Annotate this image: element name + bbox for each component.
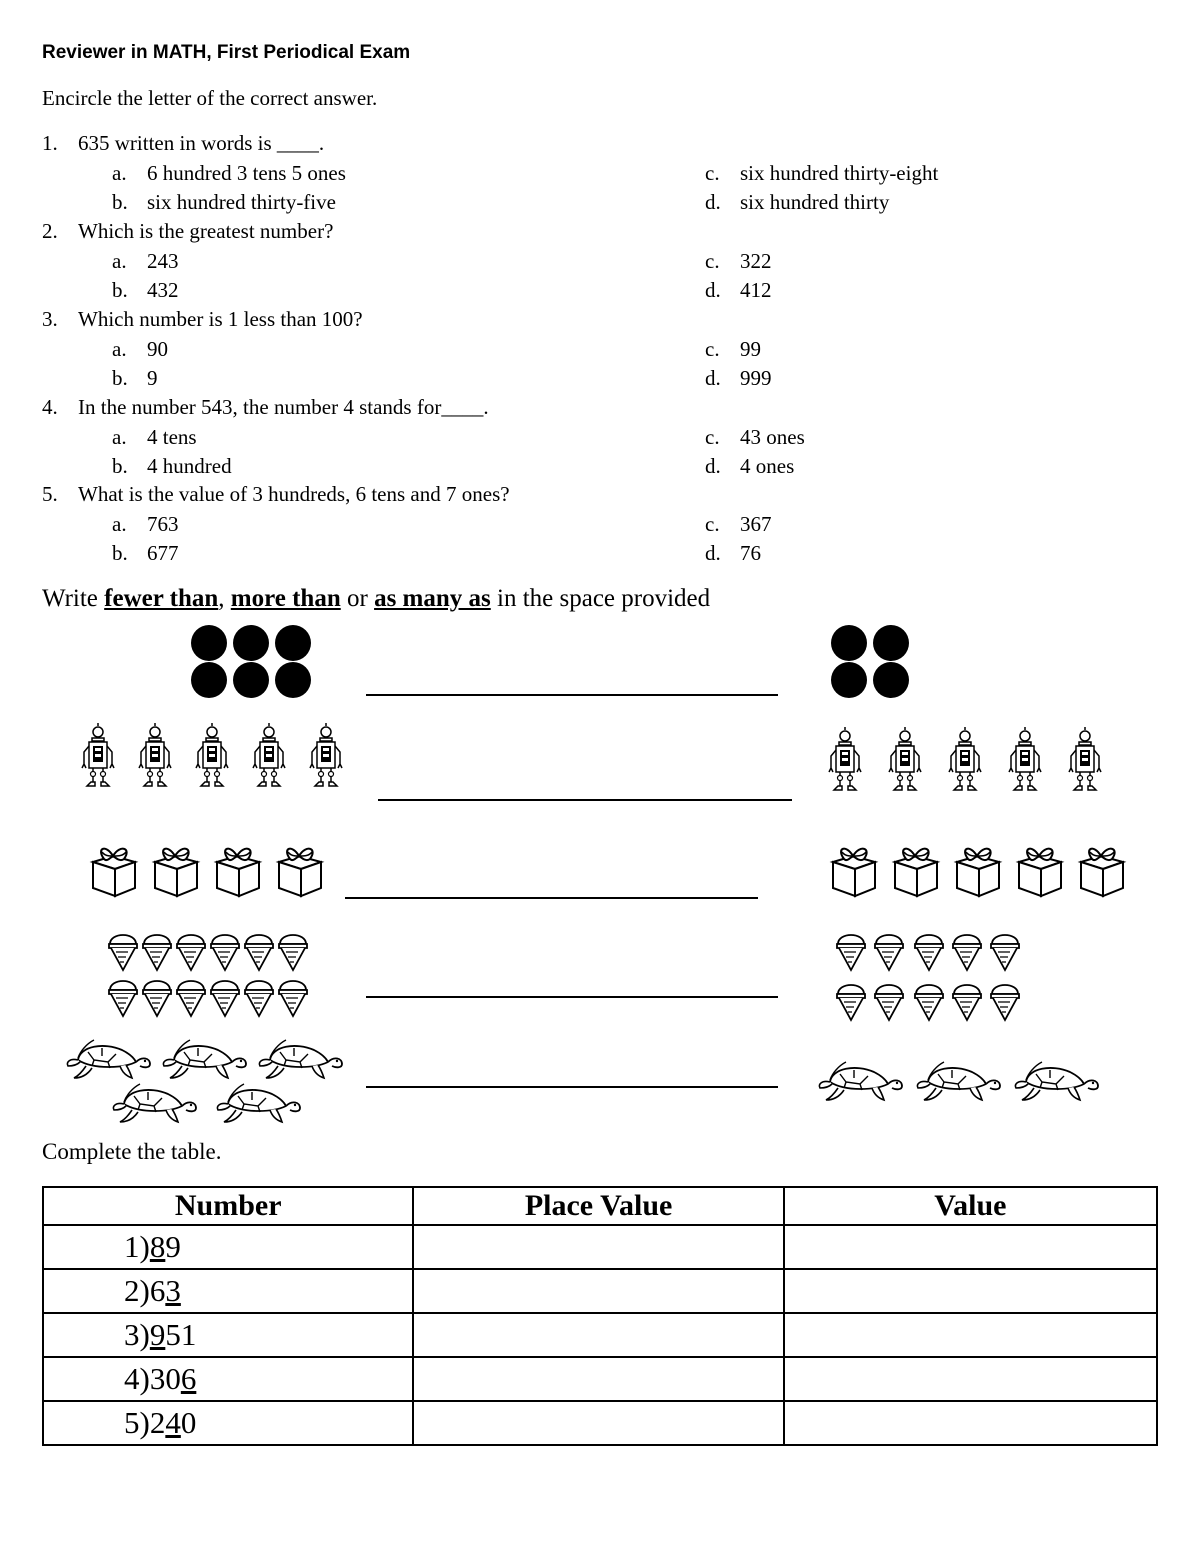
number-cell: [43, 1313, 413, 1357]
ice-cream-icon: [143, 981, 171, 1016]
option-letter: b.: [112, 190, 128, 214]
turtle-icon: [217, 1084, 300, 1122]
compare-lead: Write: [42, 585, 98, 612]
table-row: [43, 1313, 1157, 1357]
place-value-cell[interactable]: [413, 1225, 783, 1269]
ice-cream-icon: [837, 935, 865, 970]
option-letter: c.: [705, 249, 720, 273]
turtle-icon: [113, 1084, 196, 1122]
option-d[interactable]: [705, 190, 889, 215]
answer-line-2[interactable]: [378, 799, 792, 801]
number-cell: [43, 1357, 413, 1401]
ice-cream-group-left: [106, 928, 316, 1020]
gift-icon: [217, 849, 259, 896]
option-d[interactable]: [705, 454, 794, 479]
ice-cream-icon: [915, 985, 943, 1020]
underlined-digit: 6: [180, 1361, 197, 1396]
option-letter: d.: [705, 366, 721, 390]
question-text: Which number is 1 less than 100?: [78, 307, 363, 331]
robot-group-right: [826, 722, 1116, 806]
ice-cream-icon: [875, 935, 903, 970]
robot-icon: [1009, 727, 1041, 790]
number-cell: [43, 1269, 413, 1313]
option-b[interactable]: [112, 190, 336, 215]
option-b[interactable]: [112, 454, 232, 479]
underlined-digit: 4: [165, 1405, 181, 1440]
option-text: 412: [740, 278, 772, 302]
term-more-than: more than: [230, 585, 341, 612]
ice-cream-icon: [915, 935, 943, 970]
ice-cream-icon: [279, 935, 307, 970]
number-cell: [43, 1225, 413, 1269]
option-letter: a.: [112, 425, 127, 449]
option-letter: d.: [705, 454, 721, 478]
dot-group-right: [828, 624, 914, 700]
underlined-digit: 3: [165, 1273, 181, 1308]
value-cell[interactable]: [784, 1269, 1157, 1313]
digit-text: 30: [149, 1361, 181, 1396]
header-number: Number: [43, 1187, 413, 1225]
question-number: 3.: [42, 307, 58, 331]
gift-group-right: [828, 842, 1128, 900]
option-b[interactable]: [112, 278, 179, 303]
digit-text: 51: [165, 1317, 197, 1352]
option-d[interactable]: [705, 366, 772, 391]
ice-cream-icon: [875, 985, 903, 1020]
table-row: [43, 1269, 1157, 1313]
option-letter: d.: [705, 190, 721, 214]
table-instruction: Complete the table.: [42, 1139, 222, 1164]
question-text: In the number 543, the number 4 stands for____.: [78, 395, 489, 419]
digit-text: 6: [149, 1273, 166, 1308]
row-label: 3): [124, 1317, 150, 1352]
underlined-digit: 9: [149, 1317, 166, 1352]
underlined-digit: 8: [149, 1229, 166, 1264]
table-header-row: [43, 1187, 1157, 1225]
option-text: six hundred thirty-five: [147, 190, 336, 214]
robot-icon: [889, 727, 921, 790]
option-a[interactable]: [112, 337, 168, 362]
table-row: [43, 1401, 1157, 1445]
gift-icon: [833, 849, 875, 896]
option-text: 6 hundred 3 tens 5 ones: [147, 161, 346, 185]
ice-cream-icon: [837, 985, 865, 1020]
turtle-icon: [67, 1040, 150, 1078]
turtle-icon: [819, 1062, 902, 1100]
robot-group-left: [80, 720, 350, 804]
turtle-group-right: [816, 1058, 1106, 1110]
option-c[interactable]: [705, 249, 772, 274]
digit-text: 2: [149, 1405, 166, 1440]
header-place-value: Place Value: [413, 1187, 783, 1225]
question-text: Which is the greatest number?: [78, 219, 334, 243]
option-text: 4 tens: [147, 425, 197, 449]
option-c[interactable]: [705, 337, 761, 362]
option-b[interactable]: [112, 366, 158, 391]
option-d[interactable]: [705, 278, 772, 303]
table-row: [43, 1225, 1157, 1269]
ice-cream-icon: [245, 981, 273, 1016]
value-cell[interactable]: [784, 1357, 1157, 1401]
option-text: 4 ones: [740, 454, 795, 478]
robot-icon: [82, 723, 114, 786]
option-letter: a.: [112, 337, 127, 361]
value-cell[interactable]: [784, 1225, 1157, 1269]
gift-icon: [895, 849, 937, 896]
row-label: 4): [124, 1361, 150, 1396]
place-value-cell[interactable]: [413, 1313, 783, 1357]
option-b[interactable]: [112, 541, 179, 566]
gift-icon: [93, 849, 135, 896]
option-letter: b.: [112, 454, 128, 478]
question-2: [42, 219, 333, 244]
question-3: [42, 307, 363, 332]
option-letter: c.: [705, 425, 720, 449]
gift-icon: [279, 849, 321, 896]
option-text: 367: [740, 512, 772, 536]
option-letter: c.: [705, 161, 720, 185]
compare-instruction: [42, 585, 710, 613]
value-cell[interactable]: [784, 1313, 1157, 1357]
question-1: [42, 131, 324, 156]
robot-icon: [196, 723, 228, 786]
option-c[interactable]: [705, 161, 938, 186]
gift-icon: [957, 849, 999, 896]
ice-cream-icon: [279, 981, 307, 1016]
place-value-cell[interactable]: [413, 1401, 783, 1445]
table-row: [43, 1357, 1157, 1401]
row-label: 5): [124, 1405, 150, 1440]
ice-cream-icon: [109, 981, 137, 1016]
row-label: 2): [124, 1273, 150, 1308]
robot-icon: [949, 727, 981, 790]
option-text: 90: [147, 337, 168, 361]
option-text: 432: [147, 278, 179, 302]
ice-cream-icon: [953, 935, 981, 970]
option-a[interactable]: [112, 512, 179, 537]
compare-sep: ,: [218, 585, 225, 612]
row-label: 1): [124, 1229, 150, 1264]
robot-icon: [829, 727, 861, 790]
option-text: 763: [147, 512, 179, 536]
number-cell: [43, 1401, 413, 1445]
ice-cream-icon: [211, 935, 239, 970]
turtle-icon: [1015, 1062, 1098, 1100]
option-text: 43 ones: [740, 425, 805, 449]
option-letter: b.: [112, 541, 128, 565]
option-d[interactable]: [705, 541, 761, 566]
option-text: 4 hundred: [147, 454, 232, 478]
question-text: 635 written in words is ____.: [78, 131, 325, 155]
question-number: 2.: [42, 219, 58, 243]
place-value-cell[interactable]: [413, 1357, 783, 1401]
gift-icon: [1019, 849, 1061, 896]
answer-line-1[interactable]: [366, 694, 778, 696]
ice-cream-icon: [143, 935, 171, 970]
question-number: 5.: [42, 482, 58, 506]
compare-sep: or: [346, 585, 368, 612]
place-value-cell[interactable]: [413, 1269, 783, 1313]
ice-cream-icon: [991, 985, 1019, 1020]
page-title: Reviewer in MATH, First Periodical Exam: [42, 42, 411, 63]
robot-icon: [253, 723, 285, 786]
ice-cream-icon: [245, 935, 273, 970]
question-4: [42, 395, 489, 420]
question-5: [42, 482, 510, 507]
option-letter: a.: [112, 512, 127, 536]
digit-text: 0: [180, 1405, 197, 1440]
option-a[interactable]: [112, 425, 197, 450]
option-letter: a.: [112, 161, 127, 185]
turtle-icon: [917, 1062, 1000, 1100]
robot-icon: [139, 723, 171, 786]
option-letter: b.: [112, 278, 128, 302]
turtle-icon: [259, 1040, 342, 1078]
answer-line-4[interactable]: [366, 996, 778, 998]
option-letter: a.: [112, 249, 127, 273]
ice-cream-icon: [211, 981, 239, 1016]
answer-line-3[interactable]: [345, 897, 758, 899]
value-cell[interactable]: [784, 1401, 1157, 1445]
digit-text: 9: [165, 1229, 181, 1264]
robot-icon: [310, 723, 342, 786]
ice-cream-group-right: [834, 928, 1030, 1024]
term-fewer-than: fewer than: [104, 585, 219, 612]
ice-cream-icon: [177, 981, 205, 1016]
option-text: 322: [740, 249, 772, 273]
answer-line-5[interactable]: [366, 1086, 778, 1088]
gift-icon: [155, 849, 197, 896]
option-letter: d.: [705, 278, 721, 302]
instruction: Encircle the letter of the correct answer.: [42, 86, 378, 110]
ice-cream-icon: [991, 935, 1019, 970]
ice-cream-icon: [177, 935, 205, 970]
question-text: What is the value of 3 hundreds, 6 tens and 7 ones?: [78, 482, 510, 506]
option-c[interactable]: [705, 512, 772, 537]
option-text: 677: [147, 541, 179, 565]
compare-tail: in the space provided: [497, 585, 711, 612]
gift-icon: [1081, 849, 1123, 896]
option-text: 243: [147, 249, 179, 273]
option-text: 76: [740, 541, 761, 565]
option-letter: d.: [705, 541, 721, 565]
option-text: six hundred thirty: [740, 190, 890, 214]
term-as-many-as: as many as: [374, 585, 491, 612]
option-letter: b.: [112, 366, 128, 390]
option-text: six hundred thirty-eight: [740, 161, 939, 185]
option-text: 9: [147, 366, 158, 390]
option-a[interactable]: [112, 249, 179, 274]
turtle-icon: [163, 1040, 246, 1078]
question-number: 1.: [42, 131, 58, 155]
option-text: 99: [740, 337, 761, 361]
dot-group-left: [188, 624, 318, 700]
option-c[interactable]: [705, 425, 805, 450]
gift-group-left: [88, 842, 332, 900]
option-letter: c.: [705, 337, 720, 361]
option-letter: c.: [705, 512, 720, 536]
turtle-group-left: [64, 1036, 354, 1132]
robot-icon: [1069, 727, 1101, 790]
place-value-table: [42, 1186, 1158, 1446]
question-number: 4.: [42, 395, 58, 419]
header-value: Value: [784, 1187, 1157, 1225]
ice-cream-icon: [109, 935, 137, 970]
option-text: 999: [740, 366, 772, 390]
option-a[interactable]: [112, 161, 346, 186]
ice-cream-icon: [953, 985, 981, 1020]
